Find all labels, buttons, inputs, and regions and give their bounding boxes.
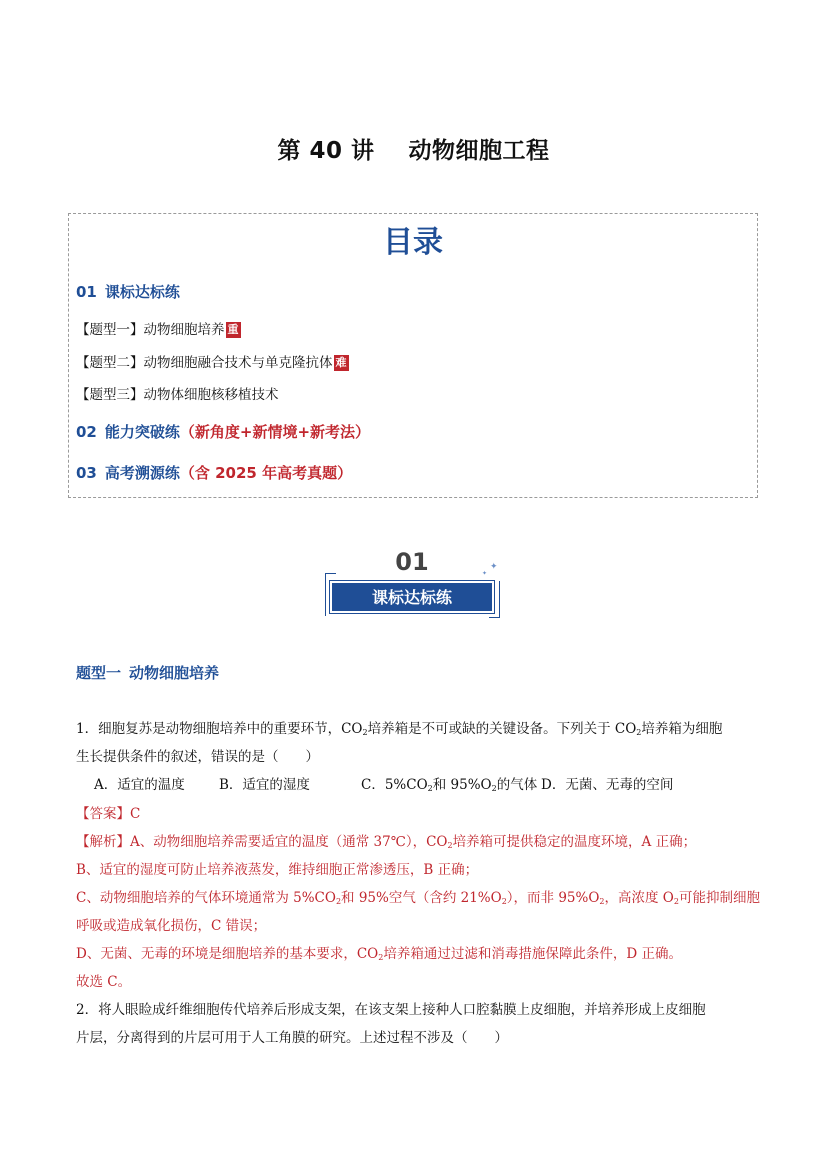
q1-stem-line2: 生长提供条件的叙述，错误的是（ ） bbox=[76, 749, 319, 765]
section-number: 01 bbox=[395, 548, 429, 576]
toc-item-type2[interactable]: 【题型二】动物细胞融合技术与单克隆抗体 难 bbox=[76, 355, 347, 371]
q2-stem-line2: 片层，分离得到的片层可用于人工角膜的研究。上述过程不涉及（ ） bbox=[76, 1030, 508, 1046]
q1-explanation-line1: 【解析】A、动物细胞培养需要适宜的温度（通常 37℃），$CO_2$培养箱可提供稳定的温度环境，A 正确； bbox=[76, 834, 697, 850]
q1-stem-line1: 1．细胞复苏是动物细胞培养中的重要环节，$CO_2$培养箱是不可或缺的关键设备。下列关于 $CO_2$培养箱为细胞 bbox=[76, 721, 723, 737]
q1-explanation-line3: C、动物细胞培养的气体环境通常为 $5\%CO_2$和 95%空气（含约 $21\%O_2$），而非 $95\%O_2$，高浓度 $O_2$可能抑制细胞 bbox=[76, 890, 760, 906]
q1-explanation-line2: B、适宜的湿度可防止培养液蒸发，维持细胞正常渗透压，B 正确； bbox=[76, 862, 479, 878]
q1-answer: 【答案】C bbox=[76, 806, 141, 822]
toc-section-01[interactable]: 01 课标达标练 bbox=[76, 283, 180, 301]
difficulty-badge: 重 bbox=[227, 323, 239, 336]
sparkle-icon: ✦ bbox=[482, 570, 488, 577]
q1-option-c[interactable]: C．$5\%CO_2$和 $95\%O_2$的气体 bbox=[361, 777, 538, 793]
lecture-number: 第 40 讲 bbox=[277, 138, 375, 164]
lecture-topic: 动物细胞工程 bbox=[408, 138, 550, 164]
q1-explanation-line4: 呼吸或造成氧化损伤，C 错误； bbox=[76, 918, 267, 934]
toc-section-03[interactable]: 03 高考溯源练（含 2025 年高考真题） bbox=[76, 464, 353, 482]
q1-explanation-line5: D、无菌、无毒的环境是细胞培养的基本要求，$CO_2$培养箱通过过滤和消毒措施保障此条件，D 正确。 bbox=[76, 946, 682, 962]
section-label: 课标达标练 bbox=[371, 588, 452, 607]
toc-item-type1[interactable]: 【题型一】动物细胞培养 重 bbox=[76, 322, 239, 338]
sparkle-icon: ✦ bbox=[490, 562, 498, 572]
section-banner bbox=[322, 548, 504, 622]
toc-heading: 目录 bbox=[383, 225, 443, 260]
q1-explanation-line6: 故选 C。 bbox=[76, 974, 132, 990]
q1-option-d[interactable]: D．无菌、无毒的空间 bbox=[541, 777, 674, 793]
page-title bbox=[0, 132, 827, 165]
table-of-contents bbox=[68, 213, 758, 498]
q1-options bbox=[94, 773, 673, 793]
difficulty-badge: 难 bbox=[335, 356, 347, 369]
question-type-title: 题型一 动物细胞培养 bbox=[76, 664, 220, 682]
toc-item-type3[interactable]: 【题型三】动物体细胞核移植技术 bbox=[76, 387, 279, 403]
q1-option-a[interactable]: A．适宜的温度 bbox=[94, 777, 185, 793]
q1-option-b[interactable]: B．适宜的湿度 bbox=[219, 777, 310, 793]
toc-section-02[interactable]: 02 能力突破练（新角度+新情境+新考法） bbox=[76, 423, 371, 441]
q2-stem-line1: 2．将人眼睑成纤维细胞传代培养后形成支架，在该支架上接种人口腔黏膜上皮细胞，并培养形成上皮细胞 bbox=[76, 1002, 706, 1018]
